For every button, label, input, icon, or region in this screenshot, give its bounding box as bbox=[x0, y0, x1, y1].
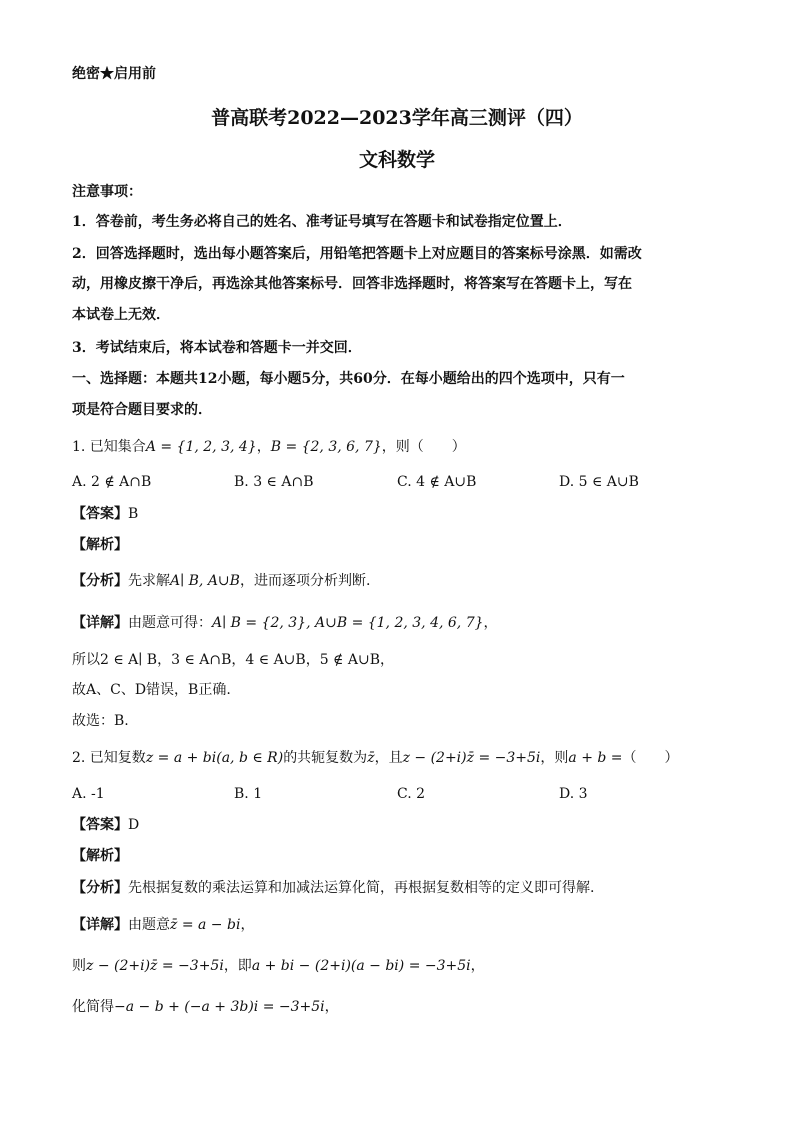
q2-option-d: D. 3 bbox=[559, 786, 588, 802]
q1-fenxi-text: 先求解 bbox=[128, 573, 170, 589]
q2-line-1-text: 则 bbox=[72, 958, 86, 974]
notes-heading: 注意事项： bbox=[72, 184, 142, 200]
q2-line-1-math-2: a + bi − (2+i)(a − bi) = −3+5i bbox=[251, 958, 471, 974]
q2-detail-text: 由题意 bbox=[128, 917, 170, 933]
q1-line-3: 故选：B. bbox=[72, 713, 129, 729]
q2-answer-value: D bbox=[128, 817, 140, 833]
note-2-line-2: 动，用橡皮擦干净后，再选涂其他答案标号．回答非选择题时，将答案写在答题卡上，写在 bbox=[72, 276, 632, 292]
q2-detail-tail: ， bbox=[240, 917, 255, 933]
q2-stem-math-4: a + b = bbox=[568, 750, 623, 766]
q2-option-c: C. 2 bbox=[397, 786, 426, 802]
q2-fenxi-text: 先根据复数的乘法运算和加减法运算化简，再根据复数相等的定义即可得解. bbox=[128, 880, 595, 896]
q2-answer bbox=[72, 815, 139, 835]
q1-option-d: D. 5 ∈ A∪B bbox=[559, 474, 639, 490]
section-heading-line-1: 一、选择题：本题共12小题，每小题5分，共60分．在每小题给出的四个选项中，只有一 bbox=[72, 371, 625, 387]
q2-analysis-tag: 【解析】 bbox=[72, 848, 128, 864]
confidential-label: 绝密★启用前 bbox=[72, 66, 156, 82]
q1-stem-text: 1. 已知集合 bbox=[72, 439, 146, 455]
q2-fenxi-tag: 【分析】 bbox=[72, 880, 128, 896]
q2-stem-text-3: ，且 bbox=[374, 750, 403, 766]
q2-stem-text-4: ，则 bbox=[540, 750, 569, 766]
q1-detail-tail: ， bbox=[483, 615, 498, 631]
q1-answer bbox=[72, 504, 138, 524]
q1-set-a: A = {1, 2, 3, 4} bbox=[145, 439, 257, 455]
note-1: 1．答卷前，考生务必将自己的姓名、准考证号填写在答题卡和试卷指定位置上． bbox=[72, 214, 572, 230]
q1-fenxi-tag: 【分析】 bbox=[72, 573, 128, 589]
note-2-line-3: 本试卷上无效． bbox=[72, 307, 170, 323]
q2-line-1-text-2: ，即 bbox=[223, 958, 252, 974]
q1-fenxi-tail: ，进而逐项分析判断. bbox=[239, 573, 371, 589]
q2-line-2-tail: ， bbox=[324, 999, 339, 1015]
q2-stem-math-1: z = a + bi(a, b ∈ R) bbox=[145, 750, 284, 766]
q1-stem-tail: ，则（ ） bbox=[381, 439, 466, 455]
q2-stem-math-3: z − (2+i)z̄ = −3+5i bbox=[402, 750, 541, 766]
note-2-line-1: 2．回答选择题时，选出每小题答案后，用铅笔把答题卡上对应题目的答案标号涂黑．如需改 bbox=[72, 246, 642, 262]
q2-line-1-tail: ， bbox=[470, 958, 485, 974]
q1-detail bbox=[72, 613, 498, 633]
q1-option-a: A. 2 ∉ A∩B bbox=[72, 474, 152, 490]
section-heading-line-2: 项是符合题目要求的． bbox=[72, 402, 212, 418]
q2-line-1-math: z − (2+i)z̄ = −3+5i bbox=[86, 958, 224, 974]
q2-stem bbox=[72, 748, 679, 768]
exam-subtitle: 文科数学 bbox=[358, 149, 435, 171]
q1-fenxi-math: A∣ B, A∪B bbox=[170, 573, 240, 589]
exam-title: 普高联考2022—2023学年高三测评（四） bbox=[211, 107, 583, 129]
q2-line-2-math: −a − b + (−a + 3b)i = −3+5i bbox=[114, 999, 325, 1015]
q2-stem-math-2: z̄ bbox=[367, 750, 375, 766]
q2-option-a: A. -1 bbox=[72, 786, 105, 802]
q1-line-1: 所以2 ∈ A∣ B，3 ∈ A∩B，4 ∈ A∪B，5 ∉ A∪B， bbox=[72, 652, 394, 668]
q2-line-2 bbox=[72, 997, 339, 1017]
q2-answer-tag: 【答案】 bbox=[72, 817, 128, 833]
note-3: 3．考试结束后，将本试卷和答题卡一并交回． bbox=[72, 340, 362, 356]
q2-detail bbox=[72, 915, 254, 935]
q2-detail-tag: 【详解】 bbox=[72, 917, 128, 933]
q1-option-c: C. 4 ∉ A∪B bbox=[397, 474, 477, 490]
q2-line-1 bbox=[72, 956, 485, 976]
q2-option-b: B. 1 bbox=[234, 786, 263, 802]
q1-answer-value: B bbox=[128, 506, 139, 522]
q1-option-b: B. 3 ∈ A∩B bbox=[234, 474, 314, 490]
q1-fenxi bbox=[72, 571, 370, 591]
q1-analysis-tag: 【解析】 bbox=[72, 537, 128, 553]
q1-set-b: B = {2, 3, 6, 7} bbox=[270, 439, 382, 455]
q1-detail-math: A∣ B = {2, 3}, A∪B = {1, 2, 3, 4, 6, 7} bbox=[212, 615, 484, 631]
q2-stem-tail: （ ） bbox=[622, 750, 679, 766]
q1-detail-text: 由题意可得： bbox=[128, 615, 212, 631]
q2-stem-text: 2. 已知复数 bbox=[72, 750, 146, 766]
q2-detail-math: z̄ = a − bi bbox=[170, 917, 241, 933]
q1-line-2: 故A、C、D错误，B正确. bbox=[72, 682, 231, 698]
q2-stem-text-2: 的共轭复数为 bbox=[283, 750, 368, 766]
q1-stem bbox=[72, 437, 466, 457]
q2-fenxi bbox=[72, 878, 594, 898]
q2-line-2-text: 化简得 bbox=[72, 999, 114, 1015]
q1-detail-tag: 【详解】 bbox=[72, 615, 128, 631]
q1-answer-tag: 【答案】 bbox=[72, 506, 128, 522]
q1-stem-sep: ， bbox=[256, 439, 271, 455]
